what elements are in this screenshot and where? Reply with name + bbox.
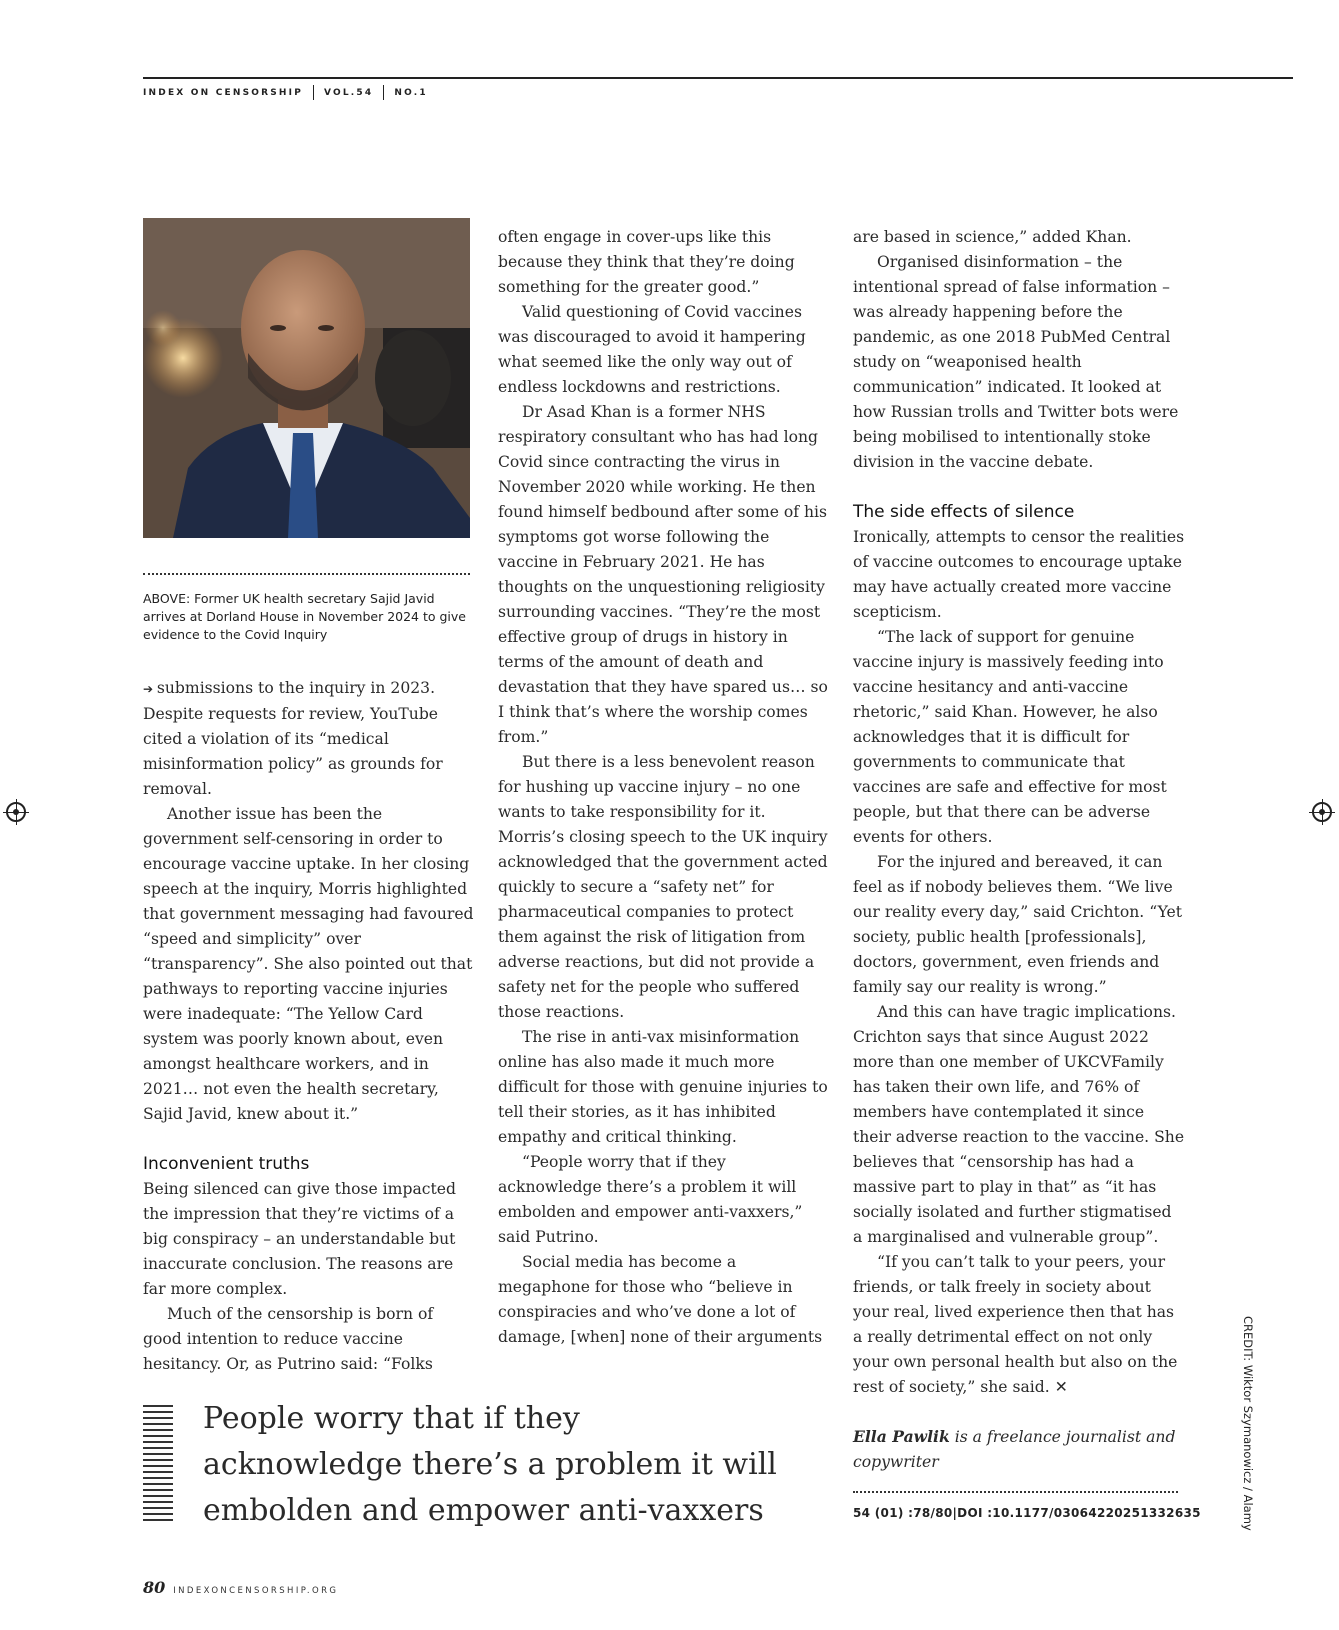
issue-number: NO.1 (394, 87, 428, 98)
subheading: Inconvenient truths (143, 1154, 310, 1174)
paragraph: Ironically, attempts to censor the realities of vaccine outcomes to encourage uptake may have actually created more vaccine scepticism. (853, 528, 1185, 621)
paragraph: Being silenced can give those impacted the impression that they’re victims of a big conspiracy – an understandable but inaccurate conclusion. The reasons are far more complex. (143, 1180, 456, 1298)
article-column-2 (498, 225, 830, 1350)
article-column-3 (853, 225, 1185, 1400)
end-mark-icon: ✕ (1054, 1378, 1068, 1396)
paragraph-text: submissions to the inquiry in 2023. Despite requests for review, YouTube cited a violation of its “medical misinformation policy” as grounds for removal. (143, 679, 443, 798)
photo-credit-text: CREDIT: Wiktor Szymanowicz / Alamy (1241, 1316, 1255, 1531)
arrow-right-icon: ➔ (143, 682, 157, 696)
paragraph: are based in science,” added Khan. (853, 228, 1132, 246)
author-byline (853, 1424, 1183, 1475)
footer-url: INDEXONCENSORSHIP.ORG (173, 1586, 339, 1596)
running-header (143, 85, 428, 100)
registration-mark-right-icon (1312, 802, 1332, 822)
photo-caption: ABOVE: Former UK health secretary Sajid Javid arrives at Dorland House in November 2024 to give evidence to the Covid Inquiry (143, 591, 466, 642)
header-separator (313, 85, 314, 100)
header-rule (143, 77, 1293, 79)
paragraph: Valid questioning of Covid vaccines was discouraged to avoid it hampering what seemed like the only way out of endless lockdowns and restrictions. (498, 303, 806, 396)
subheading: The side effects of silence (853, 502, 1075, 522)
article-column-1 (143, 676, 475, 1377)
paragraph: And this can have tragic implications. Crichton says that since August 2022 more than one member of UKCVFamily has taken their own life, and 76% of members have contemplated it since their adverse reaction to the vaccine. She believes that “censorship has had a massive part to play in that” as “it has socially isolated and further stigmatised a marginalised and vulnerable group”. (853, 1003, 1185, 1246)
author-name: Ella Pawlik (853, 1427, 950, 1446)
volume-label: VOL.54 (324, 87, 374, 98)
article-photo (143, 218, 470, 538)
pull-quote: People worry that if they acknowledge there’s a problem it will embolden and empower anti-vaxxers (203, 1401, 777, 1528)
paragraph: But there is a less benevolent reason for hushing up vaccine injury – no one wants to take responsibility for it. Morris’s closing speech to the UK inquiry acknowledged that the government acted quickly to secure a “safety net” for pharmaceutical companies to protect them against the risk of litigation from adverse reactions, but did not provide a safety net for the people who suffered those reactions. (498, 753, 828, 1021)
page-footer (143, 1578, 338, 1597)
header-separator (383, 85, 384, 100)
paragraph: often engage in cover-ups like this because they think that they’re doing something for the greater good.” (498, 228, 795, 296)
paragraph: Dr Asad Khan is a former NHS respiratory consultant who has had long Covid since contracting the virus in November 2020 while working. He then found himself bedbound after some of his symptoms got worse following the vaccine in February 2021. He has thoughts on the unquestioning religiosity surrounding vaccines. “They’re the most effective group of drugs in history in terms of the amount of death and devastation that they have spared us… so I think that’s where the worship comes from.” (498, 403, 828, 746)
doi-reference: 54 (01) :78/80|DOI :10.1177/03064220251332635 (853, 1506, 1201, 1520)
pull-quote-bars (143, 1405, 173, 1522)
paragraph: Organised disinformation – the intentional spread of false information – was already happening before the pandemic, as one 2018 PubMed Central study on “weaponised health communication” indicated. It looked at how Russian trolls and Twitter bots were being mobilised to intentionally stoke division in the vaccine debate. (853, 253, 1179, 471)
paragraph: Much of the censorship is born of good intention to reduce vaccine hesitancy. Or, as Putrino said: “Folks (143, 1305, 434, 1373)
caption-rule (143, 573, 470, 575)
paragraph: For the injured and bereaved, it can feel as if nobody believes them. “We live our reality every day,” said Crichton. “Yet society, public health [professionals], doctors, government, even friends and family say our reality is wrong.” (853, 853, 1183, 996)
paragraph (143, 676, 475, 802)
publication-name: INDEX ON CENSORSHIP (143, 87, 303, 98)
paragraph: “People worry that if they acknowledge there’s a problem it will embolden and empower anti-vaxxers,” said Putrino. (498, 1153, 803, 1246)
page-number: 80 (143, 1578, 166, 1597)
paragraph: Another issue has been the government self-censoring in order to encourage vaccine uptake. In her closing speech at the inquiry, Morris highlighted that government messaging had favoured “speed and simplicity” over “transparency”. She also pointed out that pathways to reporting vaccine injuries were inadequate: “The Yellow Card system was poorly known about, even amongst healthcare workers, and in 2021… not even the health secretary, Sajid Javid, knew about it.” (143, 805, 474, 1123)
paragraph: The rise in anti-vax misinformation online has also made it much more difficult for those with genuine injuries to tell their stories, as it has inhibited empathy and critical thinking. (498, 1028, 828, 1146)
byline-rule (853, 1491, 1178, 1493)
paragraph: Social media has become a megaphone for those who “believe in conspiracies and who’ve done a lot of damage, [when] none of their arguments (498, 1253, 823, 1346)
paragraph: “The lack of support for genuine vaccine injury is massively feeding into vaccine hesitancy and anti-vaccine rhetoric,” said Khan. However, he also acknowledges that it is difficult for governments to communicate that vaccines are safe and effective for most people, but that there can be adverse events for others. (853, 628, 1167, 846)
registration-mark-left-icon (6, 802, 26, 822)
photo-credit (1237, 1316, 1259, 1531)
author-description: is a freelance journalist and copywriter (853, 1428, 1176, 1471)
paragraph-text: “If you can’t talk to your peers, your friends, or talk freely in society about your real, lived experience then that has a really detrimental effect on not only your own personal health but also on the rest of society,” she said. (853, 1253, 1178, 1396)
paragraph (853, 1250, 1185, 1400)
